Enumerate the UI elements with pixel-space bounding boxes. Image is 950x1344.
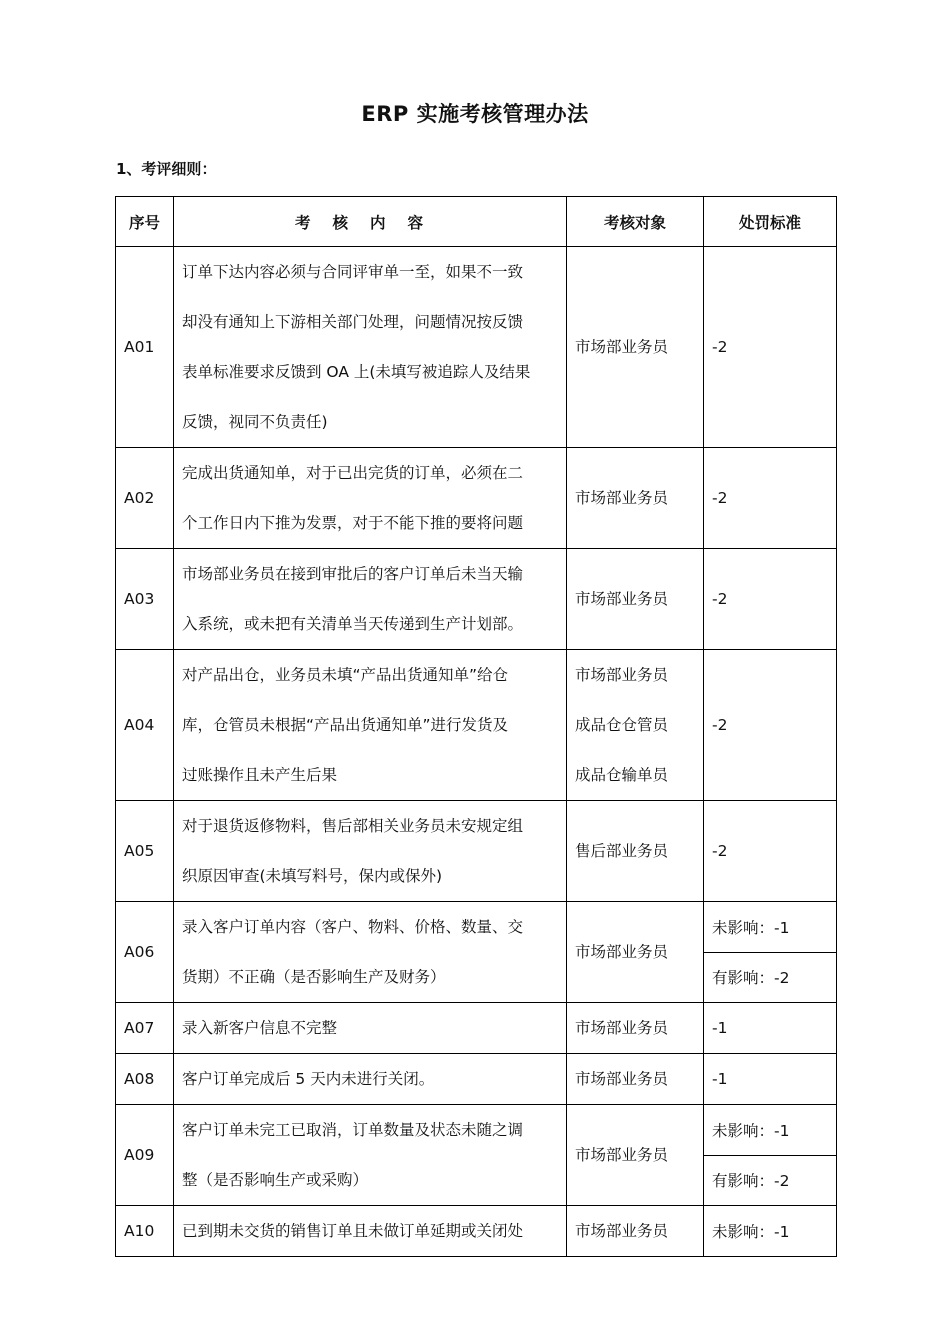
row-target (567, 247, 704, 448)
content-line: 对于退货返修物料，售后部相关业务员未安规定组 (182, 817, 524, 835)
target-line: 市场部业务员 (575, 1019, 669, 1037)
table-header-row (116, 197, 837, 247)
row-target (567, 1206, 704, 1257)
content-line: 表单标准要求反馈到 OA 上(未填写被追踪人及结果 (182, 363, 531, 381)
table-row (116, 902, 837, 953)
row-seq: A10 (116, 1206, 174, 1257)
content-line: 客户订单完成后 5 天内未进行关闭。 (182, 1070, 435, 1088)
row-target (567, 1105, 704, 1206)
content-line: 订单下达内容必须与合同评审单一至，如果不一致 (182, 263, 524, 281)
row-target (567, 801, 704, 902)
row-target (567, 902, 704, 1003)
row-penalty: 有影响：-2 (704, 952, 837, 1003)
header-penalty: 处罚标准 (704, 197, 837, 247)
content-line: 录入客户订单内容（客户、物料、价格、数量、交 (182, 918, 524, 936)
target-line: 市场部业务员 (575, 943, 669, 961)
content-line: 反馈，视同不负责任) (182, 413, 328, 431)
content-line: 录入新客户信息不完整 (182, 1019, 338, 1037)
header-seq: 序号 (116, 197, 174, 247)
table-row (116, 1105, 837, 1156)
row-seq: A09 (116, 1105, 174, 1206)
target-line: 市场部业务员 (575, 1070, 669, 1088)
row-penalty: -2 (704, 448, 837, 549)
table-row (116, 1206, 837, 1257)
content-line: 完成出货通知单，对于已出完货的订单，必须在二 (182, 464, 524, 482)
content-line: 织原因审查(未填写料号，保内或保外) (182, 867, 443, 885)
row-seq: A06 (116, 902, 174, 1003)
row-target (567, 650, 704, 801)
content-line: 市场部业务员在接到审批后的客户订单后未当天输 (182, 565, 524, 583)
content-line: 整（是否影响生产或采购） (182, 1171, 369, 1189)
content-line: 已到期未交货的销售订单且未做订单延期或关闭处 (182, 1222, 524, 1240)
row-seq: A02 (116, 448, 174, 549)
content-line: 入系统，或未把有关清单当天传递到生产计划部。 (182, 615, 524, 633)
row-penalty: -2 (704, 549, 837, 650)
section-heading: 1、考评细则： (116, 160, 217, 178)
content-line: 客户订单未完工已取消，订单数量及状态未随之调 (182, 1121, 524, 1139)
table-body (116, 247, 837, 1257)
content-line: 个工作日内下推为发票，对于不能下推的要将问题 (182, 514, 524, 532)
row-target (567, 549, 704, 650)
target-line: 成品仓仓管员 (575, 716, 669, 734)
row-seq: A05 (116, 801, 174, 902)
row-seq: A08 (116, 1054, 174, 1105)
document-title: ERP 实施考核管理办法 (361, 102, 589, 126)
content-line: 对产品出仓，业务员未填“产品出货通知单”给仓 (182, 666, 509, 684)
target-line: 市场部业务员 (575, 590, 669, 608)
table-row (116, 1003, 837, 1054)
row-content (174, 549, 567, 650)
table-row (116, 549, 837, 650)
row-target (567, 1054, 704, 1105)
target-line: 售后部业务员 (575, 842, 669, 860)
assessment-table (115, 196, 837, 1257)
content-line: 过账操作且未产生后果 (182, 766, 338, 784)
row-penalty: -2 (704, 801, 837, 902)
row-penalty: 未影响：-1 (704, 1105, 837, 1156)
row-penalty: 未影响：-1 (704, 1206, 837, 1257)
row-content (174, 801, 567, 902)
row-seq: A04 (116, 650, 174, 801)
table-row (116, 448, 837, 549)
target-line: 市场部业务员 (575, 489, 669, 507)
table-row (116, 801, 837, 902)
target-line: 市场部业务员 (575, 338, 669, 356)
row-penalty: 未影响：-1 (704, 902, 837, 953)
row-seq: A01 (116, 247, 174, 448)
target-line: 市场部业务员 (575, 1146, 669, 1164)
row-target (567, 448, 704, 549)
header-content: 考核内容 (174, 197, 567, 247)
row-content (174, 247, 567, 448)
row-target (567, 1003, 704, 1054)
row-penalty: 有影响：-2 (704, 1155, 837, 1206)
row-seq: A03 (116, 549, 174, 650)
row-penalty: -2 (704, 650, 837, 801)
table-row (116, 650, 837, 801)
target-line: 成品仓输单员 (575, 766, 669, 784)
row-penalty: -1 (704, 1003, 837, 1054)
row-content (174, 1105, 567, 1206)
table-row (116, 1054, 837, 1105)
content-line: 货期）不正确（是否影响生产及财务） (182, 968, 446, 986)
row-content (174, 650, 567, 801)
row-content (174, 448, 567, 549)
row-content (174, 1054, 567, 1105)
content-line: 却没有通知上下游相关部门处理，问题情况按反馈 (182, 313, 524, 331)
table-row (116, 247, 837, 448)
row-seq: A07 (116, 1003, 174, 1054)
row-content (174, 1206, 567, 1257)
target-line: 市场部业务员 (575, 666, 669, 684)
target-line: 市场部业务员 (575, 1222, 669, 1240)
row-content (174, 902, 567, 1003)
row-content (174, 1003, 567, 1054)
header-target: 考核对象 (567, 197, 704, 247)
row-penalty: -1 (704, 1054, 837, 1105)
content-line: 库，仓管员未根据“产品出货通知单”进行发货及 (182, 716, 509, 734)
row-penalty: -2 (704, 247, 837, 448)
